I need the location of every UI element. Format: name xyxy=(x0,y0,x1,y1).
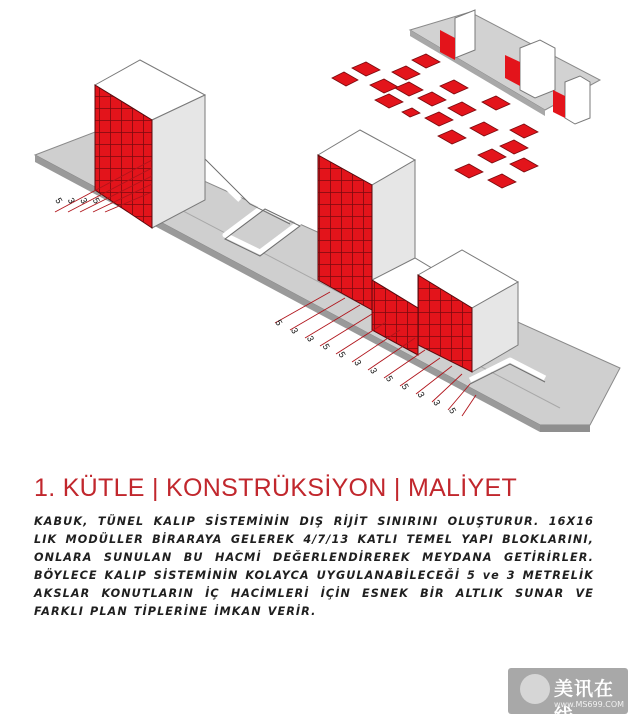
dimension-label: 5 xyxy=(399,382,411,392)
dimension-label: 5 xyxy=(90,196,102,206)
dimension-label: 5 xyxy=(447,406,459,416)
dimension-label: 3 xyxy=(289,326,301,336)
dimension-label: 5 xyxy=(53,196,65,206)
dimension-labels-left xyxy=(53,196,102,205)
dimension-label: 3 xyxy=(368,366,380,376)
watermark-logo-icon xyxy=(520,674,550,704)
dimension-label: 3 xyxy=(304,334,317,344)
dimension-label: 5 xyxy=(383,374,396,384)
page-title: 1. KÜTLE | KONSTRÜKSİYON | MALİYET xyxy=(34,474,518,502)
dimension-label: 5 xyxy=(320,342,332,352)
dimension-label: 3 xyxy=(431,398,443,408)
watermark-url: www.MS699.COM xyxy=(554,700,625,709)
dimension-label: 3 xyxy=(415,390,427,400)
watermark xyxy=(508,668,628,727)
dimension-label: 5 xyxy=(336,350,348,360)
dimension-label: 3 xyxy=(78,196,90,206)
watermark-mark: 美讯在线 xyxy=(554,678,615,727)
dimension-label: 5 xyxy=(273,318,285,328)
dimension-label: 3 xyxy=(65,196,77,206)
description-paragraph: KABUK, TÜNEL KALIP SİSTEMİNİN DIŞ RİJİT SINIRINI OLUŞTURUR. 16X16 LIK MODÜLLER BİRARAYA GELEREK 4/7/13 KATLI TEMEL YAPI BLOKLARINI, ONLARA SUNULAN BU HACMİ DEĞERLENDİREREK MEYDANA GETİRİRLER. BÖYLECE KALIP SİSTEMİNİN KOLAYCA UYGULANABİLECEĞİ 5 ve 3 METRELİK AKSLAR KONUTLARIN İÇ HACİMLERİ İÇİN ESNEK BİR ALTLIK SUNAR VE FARKLI PLAN TİPLERİNE İMKAN VERİR. xyxy=(34,515,594,618)
dimension-label: 3 xyxy=(352,358,364,368)
